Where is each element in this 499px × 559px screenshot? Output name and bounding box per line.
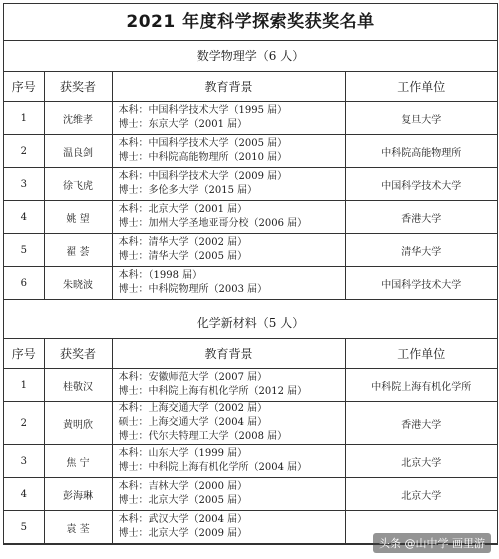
education-line: 博士：加州大学圣地亚哥分校（2006 届） (118, 218, 308, 229)
table-row (4, 445, 497, 478)
education-line: 博士：中科院高能物理所（2010 届） (118, 152, 288, 163)
education-line: 本科：吉林大学（2000 届） (118, 481, 248, 492)
education-cell (112, 135, 345, 168)
winner-name: 彭海琳 (44, 478, 112, 511)
table-row (4, 478, 497, 511)
header-work-unit: 工作单位 (345, 339, 497, 369)
header-winner: 获奖者 (44, 339, 112, 369)
winner-name: 沈维孝 (44, 102, 112, 135)
work-unit: 复旦大学 (345, 102, 497, 135)
education-cell (112, 445, 345, 478)
work-unit: 香港大学 (345, 201, 497, 234)
education-line: 博士：清华大学（2005 届） (118, 251, 248, 262)
winner-name: 姚 望 (44, 201, 112, 234)
row-number: 5 (4, 511, 44, 544)
education-line: 博士：北京大学（2009 届） (118, 528, 248, 539)
row-number: 2 (4, 402, 44, 445)
row-number: 3 (4, 168, 44, 201)
education-line: 博士：中科院物理所（2003 届） (118, 284, 268, 295)
table-row (4, 234, 497, 267)
sections-container (4, 41, 497, 544)
education-line: 本科：（1998 届） (118, 270, 203, 281)
row-number: 1 (4, 369, 44, 402)
table-header-row (4, 339, 497, 369)
education-line: 博士：多伦多大学（2015 届） (118, 185, 258, 196)
education-cell (112, 102, 345, 135)
work-unit: 中科院上海有机化学所 (345, 369, 497, 402)
work-unit: 北京大学 (345, 478, 497, 511)
education-line: 本科：安徽师范大学（2007 届） (118, 372, 268, 383)
education-cell (112, 478, 345, 511)
table-row (4, 267, 497, 300)
education-line: 博士：北京大学（2005 届） (118, 495, 248, 506)
education-cell (112, 267, 345, 300)
education-line: 博士：东京大学（2001 届） (118, 119, 248, 130)
document-title: 2021 年度科学探索奖获奖名单 (4, 4, 497, 41)
education-cell (112, 369, 345, 402)
education-line: 本科：上海交通大学（2002 届） (118, 403, 268, 414)
winner-name: 温良剑 (44, 135, 112, 168)
winner-name: 朱晓波 (44, 267, 112, 300)
education-line: 本科：北京大学（2001 届） (118, 204, 248, 215)
work-unit: 中科院高能物理所 (345, 135, 497, 168)
table-row (4, 369, 497, 402)
education-line: 本科：中国科学技术大学（2009 届） (118, 171, 288, 182)
winner-name: 翟 荟 (44, 234, 112, 267)
education-line: 博士：中科院上海有机化学所（2004 届） (118, 462, 308, 473)
row-number: 3 (4, 445, 44, 478)
winner-name: 袁 荃 (44, 511, 112, 544)
education-line: 本科：中国科学技术大学（1995 届） (118, 105, 288, 116)
work-unit: 北京大学 (345, 445, 497, 478)
winner-name: 徐飞虎 (44, 168, 112, 201)
header-work-unit: 工作单位 (345, 72, 497, 102)
winners-table (4, 339, 497, 544)
table-row (4, 402, 497, 445)
row-number: 5 (4, 234, 44, 267)
section-title: 数学物理学（6 人） (4, 41, 497, 72)
header-no: 序号 (4, 339, 44, 369)
header-education: 教育背景 (112, 339, 345, 369)
winners-table (4, 72, 497, 300)
table-row (4, 168, 497, 201)
row-number: 4 (4, 201, 44, 234)
winner-name: 桂敬汉 (44, 369, 112, 402)
education-cell (112, 201, 345, 234)
winner-name: 焦 宁 (44, 445, 112, 478)
work-unit: 中国科学技术大学 (345, 267, 497, 300)
award-document (3, 3, 498, 545)
education-line: 本科：武汉大学（2004 届） (118, 514, 248, 525)
education-line: 博士：代尔夫特理工大学（2008 届） (118, 431, 288, 442)
header-no: 序号 (4, 72, 44, 102)
table-row (4, 102, 497, 135)
winner-name: 黄明欣 (44, 402, 112, 445)
table-row (4, 135, 497, 168)
education-line: 博士：中科院上海有机化学所（2012 届） (118, 386, 308, 397)
education-cell (112, 234, 345, 267)
education-line: 本科：山东大学（1999 届） (118, 448, 248, 459)
education-cell (112, 168, 345, 201)
header-winner: 获奖者 (44, 72, 112, 102)
education-cell (112, 402, 345, 445)
row-number: 4 (4, 478, 44, 511)
header-education: 教育背景 (112, 72, 345, 102)
work-unit: 香港大学 (345, 402, 497, 445)
table-header-row (4, 72, 497, 102)
education-cell (112, 511, 345, 544)
education-line: 本科：中国科学技术大学（2005 届） (118, 138, 288, 149)
row-number: 1 (4, 102, 44, 135)
watermark: 头条 @山中学 画里游 (373, 533, 491, 553)
table-row (4, 201, 497, 234)
row-number: 6 (4, 267, 44, 300)
education-line: 本科：清华大学（2002 届） (118, 237, 248, 248)
education-line: 硕士：上海交通大学（2004 届） (118, 417, 268, 428)
row-number: 2 (4, 135, 44, 168)
work-unit: 中国科学技术大学 (345, 168, 497, 201)
section-spacer (4, 300, 497, 308)
section-title: 化学新材料（5 人） (4, 308, 497, 339)
work-unit: 清华大学 (345, 234, 497, 267)
